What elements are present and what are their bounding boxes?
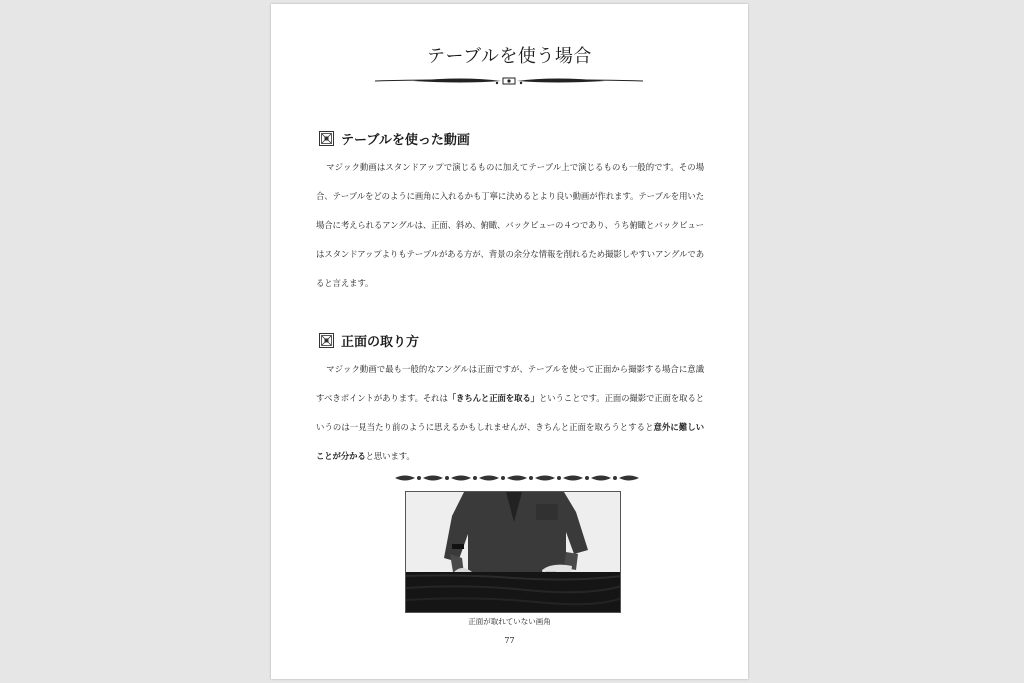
page-number: 77 [504,636,515,645]
ornament-square-icon [319,131,334,146]
section-heading-text: テーブルを使った動画 [341,133,470,148]
ornamental-divider [391,472,645,484]
section-paragraph [316,355,704,471]
page-title: テーブルを使う場合 [427,46,592,67]
person-at-table-illustration [406,492,621,613]
paragraph-text: マジック動画で最も一般的なアングルは正面ですが、テーブルを使って正面から撮影する場合に意識すべきポイントがあります。それは [316,364,704,403]
emphasis-text: 「きちんと正面を取る」 [447,393,539,403]
figure-photo [405,491,621,613]
title-flourish-ornament [373,74,645,88]
ornament-square-icon [319,333,334,348]
figure-caption: 正面が取れていない画角 [468,617,551,626]
section-paragraph [316,153,704,298]
document-page [271,4,748,679]
section-heading-text: 正面の取り方 [341,335,420,350]
paragraph-text: と思います。 [365,451,415,461]
paragraph-text: ということです。正面の撮影で正面を取るというのは一見当たり前のように思えるかもしれませんが、きちんと正面を取ろうとすると [316,393,705,432]
emphasis-text: 意外に難しいことが分かる [316,422,704,461]
section-heading [319,129,470,148]
section-heading [319,331,419,350]
paragraph-text: マジック動画はスタンドアップで演じるものに加えてテーブル上で演じるものも一般的です。その場合、テーブルをどのように画角に入れるかも丁寧に決めるとより良い動画が作れます。テーブルを用いた場合に考えられるアングルは、正面、斜め、俯瞰、バックビューの４つであり、うち俯瞰とバックビューはスタンドアップよりもテーブルがある方が、背景の余分な情報を削れるため撮影しやすいアングルであると言えます。 [316,162,704,288]
